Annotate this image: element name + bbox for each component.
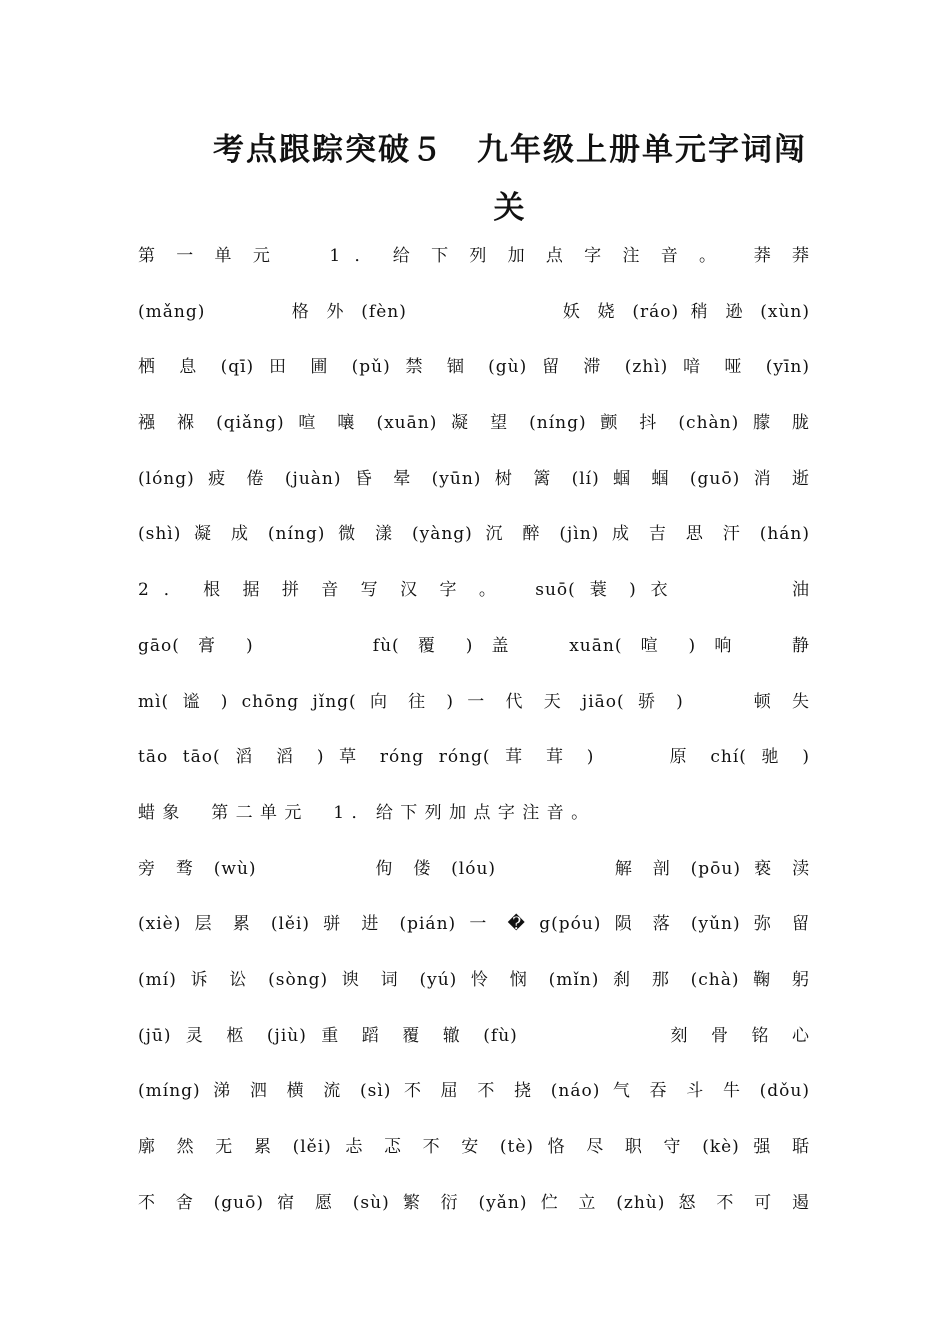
body-line: (mí) 诉 讼 (sòng) 谀 词 (yú) 怜 悯 (mǐn) 刹 那 (chà) 鞠 躬 (138, 969, 810, 990)
body-line: 2 ． 根 据 拼 音 写 汉 字 。 suō( 蓑 ) 衣 油 (138, 580, 810, 601)
body-line: (shì) 凝 成 (níng) 微 漾 (yàng) 沉 醉 (jìn) 成 吉 思 汗 (hán) (138, 524, 810, 545)
body-line: 第 一 单 元 1 ． 给 下 列 加 点 字 注 音 。 莽 莽 (138, 246, 810, 266)
body-line: 旁 骛 (wù) 佝 偻 (lóu) 解 剖 (pōu) 亵 渎 (138, 858, 810, 879)
body-line: (jū) 灵 柩 (jiù) 重 蹈 覆 辙 (fù) 刻 骨 铭 心 (138, 1025, 810, 1046)
body-line: 栖 息 (qī) 田 圃 (pǔ) 禁 锢 (gù) 留 滞 (zhì) 喑 哑 (yīn) (138, 357, 810, 378)
body-line: 不 舍 (guō) 宿 愿 (sù) 繁 衍 (yǎn) 伫 立 (zhù) 怒 不 可 遏 (138, 1192, 810, 1213)
body-line: 襁 褓 (qiǎng) 喧 嚷 (xuān) 凝 望 (níng) 颤 抖 (chàn) 朦 胧 (138, 413, 810, 434)
body-line: 蜡 象 第 二 单 元 1 ． 给 下 列 加 点 字 注 音 。 (138, 802, 590, 823)
document-body (138, 238, 810, 1240)
body-line: (xiè) 层 累 (lěi) 骈 进 (pián) 一 � g(póu) 陨 落 (yǔn) 弥 留 (138, 914, 810, 935)
body-line: (lóng) 疲 倦 (juàn) 昏 晕 (yūn) 树 篱 (lí) 蝈 蝈 (guō) 消 逝 (138, 468, 810, 489)
body-line: gāo( 膏 ) fù( 覆 ) 盖 xuān( 喧 ) 响 静 (138, 635, 810, 656)
body-line: mì( 谧 ) chōng jǐng( 向 往 ) 一 代 天 jiāo( 骄 ) 顿 失 (138, 691, 810, 712)
document-title-line-2: 关 (493, 190, 527, 226)
body-line: tāo tāo( 滔 滔 ) 草 róng róng( 茸 茸 ) 原 chí( 驰 ) (138, 747, 810, 768)
document-title-line-1: 考点跟踪突破５ 九年级上册单元字词闯 (213, 132, 807, 168)
body-line: 廓 然 无 累 (lěi) 忐 忑 不 安 (tè) 恪 尽 职 守 (kè) 强 聒 (138, 1137, 810, 1157)
body-line: (mǎng) 格 外 (fèn) 妖 娆 (ráo) 稍 逊 (xùn) (138, 301, 810, 322)
body-line: (míng) 涕 泗 横 流 (sì) 不 屈 不 挠 (náo) 气 吞 斗 牛 (dǒu) (138, 1081, 810, 1102)
